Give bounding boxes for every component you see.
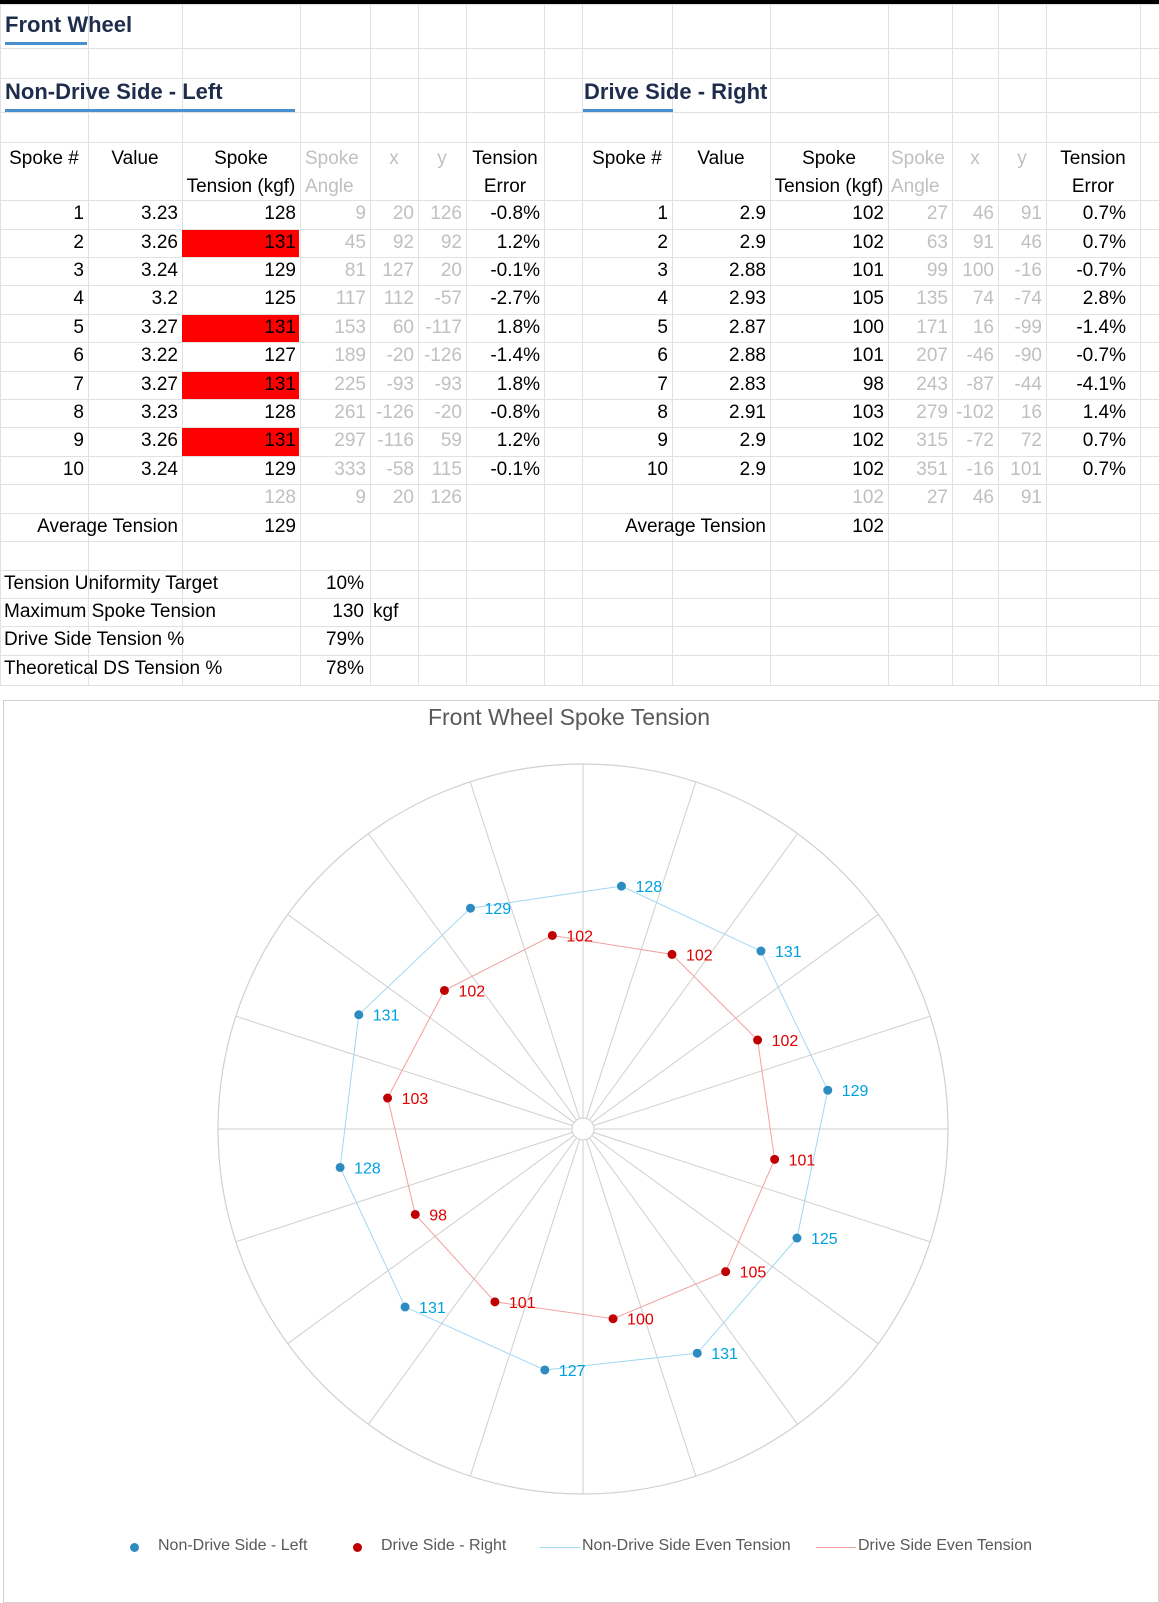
right-error: 1.4% xyxy=(1082,402,1126,423)
right-tension: 101 xyxy=(852,345,884,366)
left-value: 3.23 xyxy=(141,203,178,224)
header-error-1: Tension xyxy=(1060,148,1126,169)
data-point xyxy=(721,1267,730,1276)
right-x: -16 xyxy=(966,459,994,480)
right-spoke-number: 1 xyxy=(657,203,668,224)
header-x: x xyxy=(970,148,980,169)
chart-spoke-line xyxy=(368,834,576,1120)
left-spoke-number: 3 xyxy=(73,260,84,281)
left-spoke-number: 6 xyxy=(73,345,84,366)
right-tension: 102 xyxy=(852,203,884,224)
left-error: -0.1% xyxy=(490,260,540,281)
data-point xyxy=(823,1086,832,1095)
data-point xyxy=(609,1314,618,1323)
right-y: 46 xyxy=(1020,232,1042,253)
left-y: -57 xyxy=(434,288,462,309)
left-x: 60 xyxy=(392,317,414,338)
left-angle: 117 xyxy=(335,288,366,309)
title-underline xyxy=(5,42,87,45)
right-tension: 105 xyxy=(852,288,884,309)
data-label: 102 xyxy=(566,928,594,946)
right-tension: 101 xyxy=(852,260,884,281)
legend-marker xyxy=(540,1547,580,1548)
left-x: 112 xyxy=(383,288,414,309)
right-error: 0.7% xyxy=(1082,232,1126,253)
chart-spoke-line xyxy=(368,1138,576,1424)
right-repeat-angle: 27 xyxy=(926,487,948,508)
left-spoke-number: 2 xyxy=(73,232,84,253)
data-point xyxy=(667,950,676,959)
data-label: 101 xyxy=(788,1152,816,1170)
right-y: 91 xyxy=(1020,203,1042,224)
right-value: 2.9 xyxy=(739,459,766,480)
left-angle: 81 xyxy=(344,260,366,281)
left-repeat-y: 126 xyxy=(430,487,462,508)
chart-spoke-line xyxy=(236,1016,573,1125)
right-value: 2.9 xyxy=(739,203,766,224)
right-angle: 279 xyxy=(916,402,948,423)
summary-value: 10% xyxy=(325,573,364,594)
data-point xyxy=(383,1094,392,1103)
right-spoke-number: 6 xyxy=(657,345,668,366)
right-angle: 27 xyxy=(926,203,948,224)
chart-spoke-line xyxy=(589,834,797,1120)
right-value: 2.83 xyxy=(729,374,766,395)
right-error: -0.7% xyxy=(1076,345,1126,366)
right-x: -87 xyxy=(966,374,994,395)
left-error: 1.2% xyxy=(496,430,540,451)
data-point xyxy=(490,1297,499,1306)
left-tension: 128 xyxy=(264,203,296,224)
data-label: 102 xyxy=(771,1033,799,1051)
spoke-tension-chart[interactable] xyxy=(3,700,1159,1603)
right-angle: 171 xyxy=(916,317,948,338)
data-label: 131 xyxy=(711,1346,738,1364)
left-x: -58 xyxy=(386,459,414,480)
left-error: -0.8% xyxy=(490,203,540,224)
left-value: 3.26 xyxy=(141,232,178,253)
spreadsheet[interactable] xyxy=(0,0,1159,700)
right-spoke-number: 5 xyxy=(657,317,668,338)
right-average-value: 102 xyxy=(852,516,884,537)
legend-marker xyxy=(130,1543,139,1552)
data-label: 125 xyxy=(810,1231,838,1249)
data-point xyxy=(753,1036,762,1045)
left-spoke-number: 5 xyxy=(73,317,84,338)
header-error-2: Error xyxy=(1071,176,1115,197)
right-y: -90 xyxy=(1014,345,1042,366)
right-error: 2.8% xyxy=(1082,288,1126,309)
left-section-title: Non-Drive Side - Left xyxy=(5,79,223,104)
right-spoke-number: 10 xyxy=(646,459,668,480)
chart-spoke-line xyxy=(592,914,878,1122)
legend-label: Non-Drive Side Even Tension xyxy=(582,1537,791,1554)
left-repeat-tension: 128 xyxy=(264,487,296,508)
chart-spoke-line xyxy=(586,782,695,1119)
right-x: -72 xyxy=(966,430,994,451)
right-spoke-number: 8 xyxy=(657,402,668,423)
right-error: -4.1% xyxy=(1076,374,1126,395)
data-label: 103 xyxy=(401,1091,429,1109)
left-y: -126 xyxy=(423,345,462,366)
right-value: 2.93 xyxy=(729,288,766,309)
right-error: -1.4% xyxy=(1076,317,1126,338)
legend-marker xyxy=(353,1543,362,1552)
right-tension: 98 xyxy=(862,374,884,395)
data-label: 100 xyxy=(627,1311,654,1329)
header-value: Value xyxy=(111,148,159,169)
left-angle: 297 xyxy=(334,430,366,451)
right-error: 0.7% xyxy=(1082,430,1126,451)
data-label: 129 xyxy=(484,901,512,919)
left-repeat-angle: 9 xyxy=(355,487,366,508)
left-value: 3.26 xyxy=(141,430,178,451)
left-error: 1.8% xyxy=(496,317,540,338)
left-value: 3.22 xyxy=(141,345,178,366)
left-y: -117 xyxy=(425,317,462,338)
left-spoke-number: 10 xyxy=(62,459,84,480)
right-x: -46 xyxy=(966,345,994,366)
left-tension: 131 xyxy=(264,317,296,338)
left-angle: 261 xyxy=(334,402,366,423)
left-y: 20 xyxy=(440,260,462,281)
left-angle: 45 xyxy=(344,232,366,253)
data-label: 128 xyxy=(354,1160,381,1178)
left-value: 3.24 xyxy=(141,459,178,480)
data-point xyxy=(540,1365,549,1374)
data-point xyxy=(792,1234,801,1243)
legend-label: Non-Drive Side - Left xyxy=(158,1537,308,1554)
left-error: 1.2% xyxy=(496,232,540,253)
left-spoke-number: 1 xyxy=(73,203,84,224)
chart-title: Front Wheel Spoke Tension xyxy=(427,704,711,730)
header-angle-1: Spoke xyxy=(305,148,359,169)
left-error: -1.4% xyxy=(490,345,540,366)
right-value: 2.9 xyxy=(739,430,766,451)
right-value: 2.87 xyxy=(729,317,766,338)
right-error: 0.7% xyxy=(1082,459,1126,480)
data-point xyxy=(466,904,475,913)
data-label: 127 xyxy=(558,1362,586,1380)
right-y: -99 xyxy=(1014,317,1042,338)
header-angle-2: Angle xyxy=(305,176,354,197)
right-spoke-number: 2 xyxy=(657,232,668,253)
left-value: 3.27 xyxy=(141,374,178,395)
left-error: 1.8% xyxy=(496,374,540,395)
left-value: 3.2 xyxy=(151,288,178,309)
left-x: 92 xyxy=(392,232,414,253)
right-error: 0.7% xyxy=(1082,203,1126,224)
left-tension: 129 xyxy=(264,459,296,480)
header-spoke-number: Spoke # xyxy=(592,148,662,169)
section-underline xyxy=(583,109,673,112)
right-spoke-number: 9 xyxy=(657,430,668,451)
header-spoke-number: Spoke # xyxy=(9,148,79,169)
left-x: 20 xyxy=(392,203,414,224)
data-point xyxy=(401,1302,410,1311)
data-point xyxy=(770,1155,779,1164)
right-y: 101 xyxy=(1010,459,1042,480)
left-error: -2.7% xyxy=(490,288,540,309)
right-section-title: Drive Side - Right xyxy=(584,79,768,104)
right-average-label: Average Tension xyxy=(625,516,766,537)
data-point xyxy=(440,986,449,995)
left-error: -0.1% xyxy=(490,459,540,480)
right-value: 2.88 xyxy=(729,345,766,366)
left-spoke-number: 9 xyxy=(73,430,84,451)
data-point xyxy=(693,1349,702,1358)
summary-value: 79% xyxy=(325,629,364,650)
data-label: 131 xyxy=(372,1007,400,1025)
data-label: 102 xyxy=(685,947,713,965)
left-y: 115 xyxy=(431,459,462,480)
left-error: -0.8% xyxy=(490,402,540,423)
right-x: -102 xyxy=(955,402,994,423)
summary-value: 130 xyxy=(332,601,364,622)
chart-hub xyxy=(572,1118,594,1140)
left-y: 92 xyxy=(440,232,462,253)
right-x: 46 xyxy=(972,203,994,224)
left-tension: 131 xyxy=(264,232,296,253)
left-spoke-number: 4 xyxy=(73,288,84,309)
header-error-2: Error xyxy=(483,176,527,197)
chart-spoke-line xyxy=(470,782,579,1119)
right-angle: 351 xyxy=(916,459,948,480)
chart-spoke-line xyxy=(593,1132,930,1241)
left-x: -93 xyxy=(386,374,414,395)
header-tension-2: Tension (kgf) xyxy=(774,176,884,197)
right-y: -74 xyxy=(1014,288,1042,309)
right-tension: 102 xyxy=(852,430,884,451)
left-repeat-x: 20 xyxy=(392,487,414,508)
right-spoke-number: 3 xyxy=(657,260,668,281)
left-angle: 333 xyxy=(334,459,366,480)
left-tension: 129 xyxy=(264,260,296,281)
data-label: 128 xyxy=(635,879,663,897)
right-repeat-x: 46 xyxy=(972,487,994,508)
right-tension: 103 xyxy=(852,402,884,423)
summary-label: Theoretical DS Tension % xyxy=(4,658,223,679)
summary-value: 78% xyxy=(325,658,364,679)
right-x: 100 xyxy=(962,260,994,281)
header-error-1: Tension xyxy=(472,148,538,169)
left-y: -20 xyxy=(434,402,462,423)
header-y: y xyxy=(437,148,447,169)
left-angle: 153 xyxy=(334,317,366,338)
data-label: 101 xyxy=(508,1294,536,1312)
data-point xyxy=(354,1010,363,1019)
right-angle: 99 xyxy=(926,260,948,281)
data-label: 105 xyxy=(739,1264,767,1282)
left-average-label: Average Tension xyxy=(37,516,178,537)
left-x: -116 xyxy=(377,430,414,451)
right-value: 2.88 xyxy=(729,260,766,281)
header-y: y xyxy=(1017,148,1027,169)
right-angle: 63 xyxy=(926,232,948,253)
left-value: 3.23 xyxy=(141,402,178,423)
left-tension: 128 xyxy=(264,402,296,423)
data-point xyxy=(617,882,626,891)
header-tension-1: Spoke xyxy=(214,148,268,169)
legend-label: Drive Side - Right xyxy=(381,1537,507,1554)
left-y: -93 xyxy=(434,374,462,395)
left-tension: 125 xyxy=(264,288,296,309)
summary-unit: kgf xyxy=(373,601,399,622)
right-value: 2.91 xyxy=(729,402,766,423)
right-y: 72 xyxy=(1020,430,1042,451)
right-tension: 100 xyxy=(852,317,884,338)
data-label: 131 xyxy=(419,1299,446,1317)
right-angle: 135 xyxy=(916,288,948,309)
right-angle: 315 xyxy=(916,430,948,451)
data-point xyxy=(548,931,557,940)
right-tension: 102 xyxy=(852,232,884,253)
right-spoke-number: 7 xyxy=(657,374,668,395)
data-label: 129 xyxy=(841,1083,869,1101)
chart-spoke-line xyxy=(236,1132,573,1241)
header-value: Value xyxy=(697,148,745,169)
header-angle-1: Spoke xyxy=(891,148,945,169)
right-y: -16 xyxy=(1014,260,1042,281)
left-spoke-number: 8 xyxy=(73,402,84,423)
summary-label: Tension Uniformity Target xyxy=(4,573,219,594)
right-error: -0.7% xyxy=(1076,260,1126,281)
left-y: 59 xyxy=(440,430,462,451)
right-angle: 243 xyxy=(916,374,948,395)
header-tension-1: Spoke xyxy=(802,148,856,169)
right-tension: 102 xyxy=(852,459,884,480)
summary-label: Drive Side Tension % xyxy=(4,629,185,650)
right-value: 2.9 xyxy=(739,232,766,253)
sheet-title: Front Wheel xyxy=(5,12,133,37)
data-point xyxy=(336,1163,345,1172)
right-x: 91 xyxy=(972,232,994,253)
left-y: 126 xyxy=(430,203,462,224)
right-x: 16 xyxy=(972,317,994,338)
left-spoke-number: 7 xyxy=(73,374,84,395)
left-value: 3.24 xyxy=(141,260,178,281)
header-tension-2: Tension (kgf) xyxy=(186,176,296,197)
right-repeat-y: 91 xyxy=(1020,487,1042,508)
left-angle: 189 xyxy=(334,345,366,366)
data-label: 102 xyxy=(458,983,486,1001)
left-x: 127 xyxy=(382,260,414,281)
section-underline xyxy=(5,109,295,112)
legend-label: Drive Side Even Tension xyxy=(858,1537,1033,1554)
left-value: 3.27 xyxy=(141,317,178,338)
right-x: 74 xyxy=(972,288,994,309)
left-angle: 9 xyxy=(355,203,366,224)
left-tension: 127 xyxy=(264,345,296,366)
left-average-value: 129 xyxy=(264,516,296,537)
data-point xyxy=(411,1210,420,1219)
right-repeat-tension: 102 xyxy=(852,487,884,508)
chart-spoke-line xyxy=(586,1139,695,1476)
left-tension: 131 xyxy=(264,374,296,395)
right-angle: 207 xyxy=(916,345,948,366)
data-label: 131 xyxy=(774,944,802,962)
right-spoke-number: 4 xyxy=(657,288,668,309)
right-y: 16 xyxy=(1020,402,1042,423)
data-point xyxy=(756,947,765,956)
left-x: -20 xyxy=(386,345,414,366)
right-y: -44 xyxy=(1014,374,1042,395)
chart-canvas xyxy=(4,701,1158,1602)
header-x: x xyxy=(389,148,399,169)
header-angle-2: Angle xyxy=(891,176,940,197)
summary-label: Maximum Spoke Tension xyxy=(4,601,216,622)
left-tension: 131 xyxy=(264,430,296,451)
data-label: 98 xyxy=(429,1207,448,1225)
left-angle: 225 xyxy=(334,374,366,395)
legend-marker xyxy=(816,1547,856,1548)
left-x: -126 xyxy=(375,402,414,423)
